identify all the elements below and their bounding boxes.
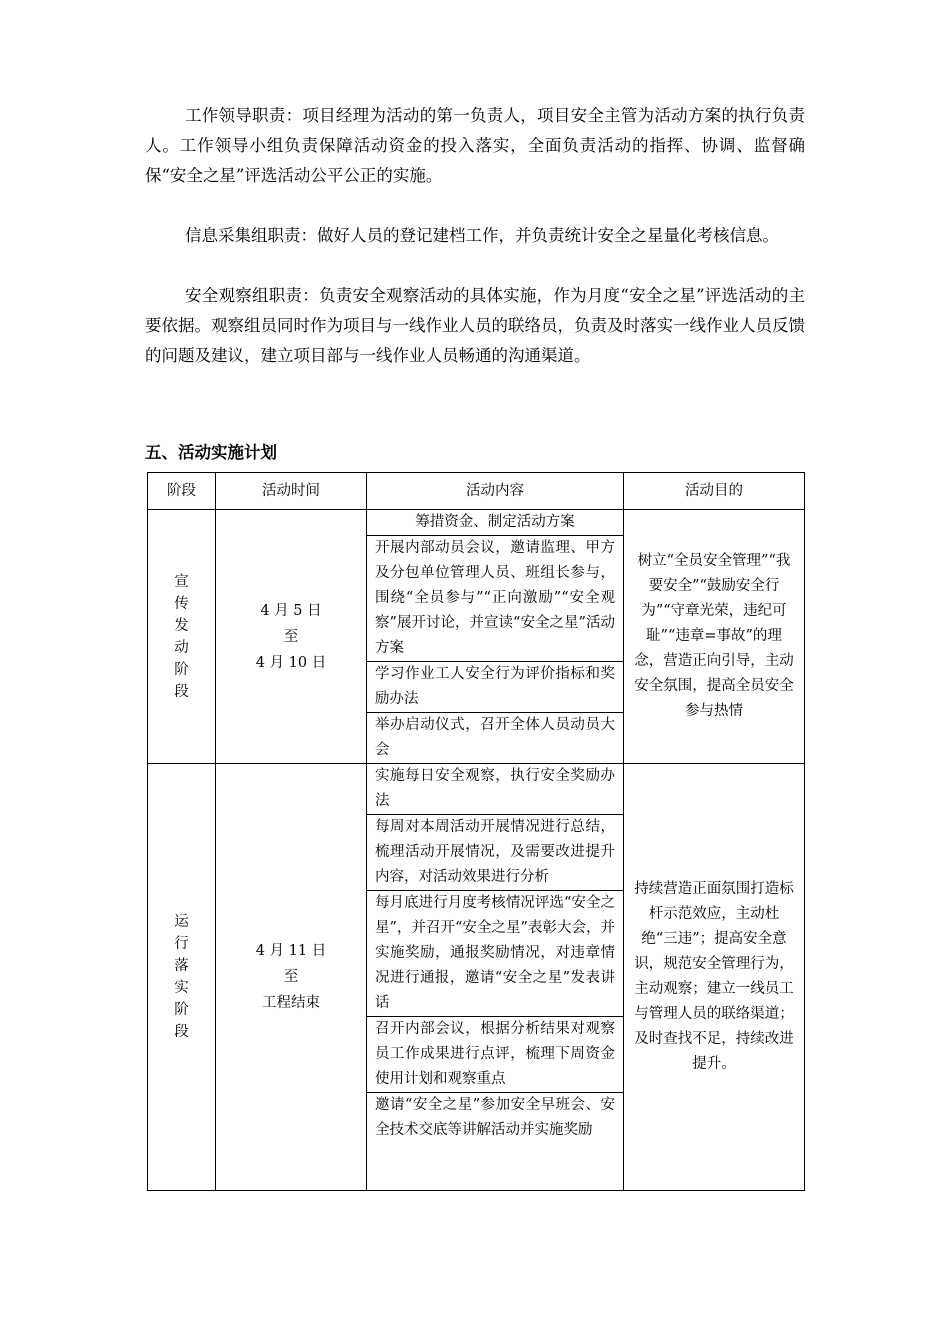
paragraph-info-collection-duties: 信息采集组职责：做好人员的登记建档工作，并负责统计安全之星量化考核信息。 [185, 226, 779, 245]
list-item: 每周对本周活动开展情况进行总结，梳理活动开展情况，及需要改进提升内容，对活动效果进行分析 [367, 815, 623, 891]
header-purpose: 活动目的 [624, 473, 805, 510]
stage-cell: 运 行 落 实 阶 段 [148, 764, 216, 1191]
time-cell: 4 月 5 日 至 4 月 10 日 [216, 510, 367, 764]
purpose-cell: 树立“全员安全管理”“我要安全”“鼓励安全行为”“守章光荣，违纪可耻”“违章=事故”的理念，营造正向引导，主动安全氛围，提高全员安全参与热情 [624, 510, 805, 764]
paragraph-leadership-duties: 工作领导职责：项目经理为活动的第一负责人，项目安全主管为活动方案的执行负责人。工作领导小组负责保障活动资金的投入落实，全面负责活动的指挥、协调、监督确保“安全之星”评选活动公平公正的实施。 [145, 106, 805, 185]
list-item: 开展内部动员会议，邀请监理、甲方及分包单位管理人员、班组长参与，围绕“全员参与”“正向激励”“安全观察”展开讨论，并宣读“安全之星”活动方案 [367, 536, 623, 662]
header-content: 活动内容 [367, 473, 624, 510]
paragraph-safety-observation-duties: 安全观察组职责：负责安全观察活动的具体实施，作为月度“安全之星”评选活动的主要依据。观察组员同时作为项目与一线作业人员的联络员，负责及时落实一线作业人员反馈的问题及建议，建立项目部与一线作业人员畅通的沟通渠道。 [145, 286, 805, 365]
table-row [148, 764, 805, 1191]
purpose-cell: 持续营造正面氛围打造标杆示范效应，主动杜绝“三违”；提高安全意识，规范安全管理行为，主动观察；建立一线员工与管理人员的联络渠道；及时查找不足，持续改进提升。 [624, 764, 805, 1191]
list-item: 学习作业工人安全行为评价指标和奖励办法 [367, 662, 623, 713]
content-cell [367, 764, 624, 1191]
list-item: 每月底进行月度考核情况评选“安全之星”，并召开“安全之星”表彰大会，并实施奖励，通报奖励情况，对违章情况进行通报，邀请“安全之星”发表讲话 [367, 891, 623, 1017]
content-cell [367, 510, 624, 764]
activity-plan-table [147, 472, 805, 1191]
list-item: 邀请“安全之星”参加安全早班会、安全技术交底等讲解活动并实施奖励 [367, 1093, 623, 1144]
list-item: 召开内部会议，根据分析结果对观察员工作成果进行点评，梳理下周资金使用计划和观察重点 [367, 1017, 623, 1093]
time-cell: 4 月 11 日 至 工程结束 [216, 764, 367, 1191]
list-item: 实施每日安全观察，执行安全奖励办法 [375, 768, 615, 809]
list-item: 举办启动仪式，召开全体人员动员大会 [367, 713, 623, 764]
header-stage: 阶段 [148, 473, 216, 510]
stage-cell: 宣 传 发 动 阶 段 [148, 510, 216, 764]
table-header-row [148, 473, 805, 510]
content-list [367, 510, 623, 763]
section-heading: 五、活动实施计划 [145, 443, 277, 462]
header-time: 活动时间 [216, 473, 367, 510]
list-item: 筹措资金、制定活动方案 [415, 514, 575, 530]
content-list [367, 764, 623, 1143]
table-row [148, 510, 805, 764]
